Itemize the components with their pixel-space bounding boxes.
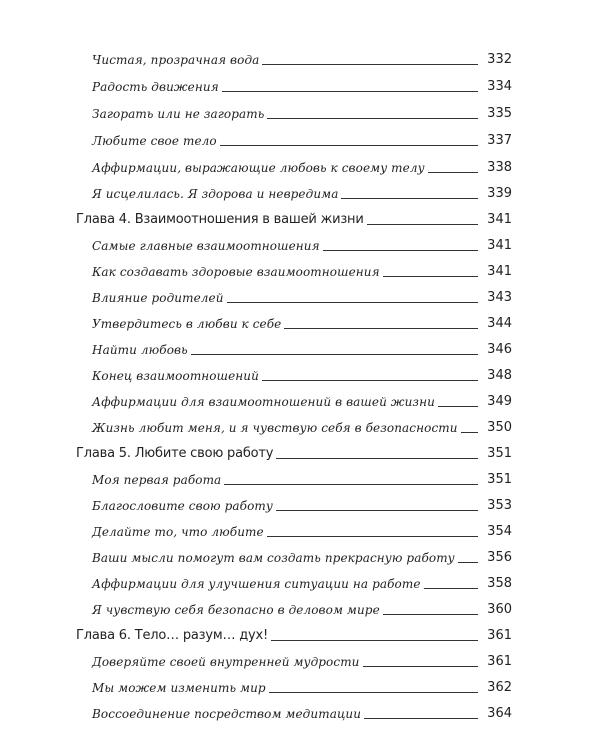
dot-leader <box>276 510 478 511</box>
toc-entry <box>92 152 512 176</box>
toc-entry <box>92 308 512 332</box>
dot-leader <box>191 354 478 355</box>
toc-entry-title: Загорать или не загорать <box>92 106 267 122</box>
toc-entry <box>92 125 512 149</box>
dot-leader <box>220 145 478 146</box>
toc-chapter-page: 341 <box>487 212 512 227</box>
toc-entry-title: Воссоединение посредством медитации <box>92 706 364 722</box>
toc-entry-page: 334 <box>487 79 512 94</box>
toc-entry <box>92 230 512 254</box>
toc-chapter <box>76 438 512 462</box>
toc-entry-page: 358 <box>487 576 512 591</box>
toc-entry-page: 341 <box>487 238 512 253</box>
toc-entry <box>92 44 512 68</box>
toc-entry-page: 343 <box>487 290 512 305</box>
toc-entry-page: 364 <box>487 706 512 721</box>
toc-entry-title: Любите свое тело <box>92 133 220 149</box>
toc-entry-page: 360 <box>487 602 512 617</box>
toc-entry <box>92 386 512 410</box>
dot-leader <box>262 64 478 65</box>
toc-entry-page: 332 <box>487 52 512 67</box>
toc-entry-title: Конец взаимоотношений <box>92 368 262 384</box>
dot-leader <box>367 224 478 225</box>
toc-entry <box>92 360 512 384</box>
toc-chapter-page: 351 <box>487 446 512 461</box>
toc-entry <box>92 516 512 540</box>
dot-leader <box>262 380 478 381</box>
toc-entry <box>92 334 512 358</box>
toc-entry <box>92 412 512 436</box>
dot-leader <box>222 91 478 92</box>
dot-leader <box>364 718 478 719</box>
dot-leader <box>284 328 478 329</box>
dot-leader <box>461 432 478 433</box>
toc-entry-title: Найти любовь <box>92 342 191 358</box>
toc-entry-title: Мы можем изменить мир <box>92 680 269 696</box>
dot-leader <box>438 406 478 407</box>
toc-entry-title: Аффирмации для улучшения ситуации на работе <box>92 576 424 592</box>
toc-entry <box>92 594 512 618</box>
toc-entry <box>92 568 512 592</box>
toc-entry <box>92 672 512 696</box>
toc-entry-title: Я чувствую себя безопасно в деловом мире <box>92 602 383 618</box>
toc-entry-page: 350 <box>487 420 512 435</box>
toc-entry-title: Радость движения <box>92 79 222 95</box>
toc-entry <box>92 178 512 202</box>
toc-entry-title: Самые главные взаимоотношения <box>92 238 323 254</box>
dot-leader <box>424 588 478 589</box>
toc-entry-page: 356 <box>487 550 512 565</box>
toc-entry-title: Аффирмации для взаимоотношений в вашей жизни <box>92 394 438 410</box>
toc-entry-page: 353 <box>487 498 512 513</box>
toc-chapter-title: Глава 6. Тело… разум… дух! <box>76 628 271 644</box>
dot-leader <box>383 276 478 277</box>
toc-entry <box>92 282 512 306</box>
dot-leader <box>458 562 478 563</box>
toc-entry-title: Доверяйте своей внутренней мудрости <box>92 654 363 670</box>
toc-chapter-page: 361 <box>487 628 512 643</box>
toc-chapter <box>76 204 512 228</box>
toc-entry-title: Утвердитесь в любви к себе <box>92 316 284 332</box>
toc-entry-title: Как создавать здоровые взаимоотношения <box>92 264 383 280</box>
toc-entry <box>92 256 512 280</box>
toc-entry-page: 354 <box>487 524 512 539</box>
toc-entry <box>92 71 512 95</box>
toc-entry <box>92 698 512 722</box>
toc-entry-title: Чистая, прозрачная вода <box>92 52 262 68</box>
toc-entry-page: 344 <box>487 316 512 331</box>
dot-leader <box>227 302 478 303</box>
toc-entry-page: 362 <box>487 680 512 695</box>
toc-entry-title: Влияние родителей <box>92 290 227 306</box>
dot-leader <box>341 198 478 199</box>
toc-entry-title: Я исцелилась. Я здорова и невредима <box>92 186 341 202</box>
toc-entry-page: 338 <box>487 160 512 175</box>
toc-entry-page: 337 <box>487 133 512 148</box>
toc-entry <box>92 464 512 488</box>
dot-leader <box>269 692 478 693</box>
toc-entry-page: 341 <box>487 264 512 279</box>
dot-leader <box>224 484 478 485</box>
dot-leader <box>363 666 478 667</box>
toc-chapter <box>76 620 512 644</box>
toc-entry <box>92 646 512 670</box>
toc-entry-title: Делайте то, что любите <box>92 524 267 540</box>
toc-entry-page: 361 <box>487 654 512 669</box>
toc-entry-title: Моя первая работа <box>92 472 224 488</box>
dot-leader <box>428 172 478 173</box>
toc-entry-page: 351 <box>487 472 512 487</box>
dot-leader <box>271 640 478 641</box>
toc-entry-title: Жизнь любит меня, и я чувствую себя в безопасности <box>92 420 461 436</box>
dot-leader <box>383 614 478 615</box>
toc-chapter-title: Глава 4. Взаимоотношения в вашей жизни <box>76 212 367 228</box>
toc-entry <box>92 542 512 566</box>
toc-entry-title: Аффирмации, выражающие любовь к своему телу <box>92 160 428 176</box>
toc-chapter-title: Глава 5. Любите свою работу <box>76 446 276 462</box>
dot-leader <box>267 118 478 119</box>
dot-leader <box>276 458 478 459</box>
dot-leader <box>323 250 478 251</box>
toc-entry-page: 349 <box>487 394 512 409</box>
toc-entry-page: 346 <box>487 342 512 357</box>
toc-entry <box>92 490 512 514</box>
toc-entry-title: Благословите свою работу <box>92 498 276 514</box>
dot-leader <box>267 536 478 537</box>
toc-entry-title: Ваши мысли помогут вам создать прекрасную работу <box>92 550 458 566</box>
toc-entry <box>92 98 512 122</box>
toc-entry-page: 335 <box>487 106 512 121</box>
toc-entry-page: 348 <box>487 368 512 383</box>
toc-entry-page: 339 <box>487 186 512 201</box>
